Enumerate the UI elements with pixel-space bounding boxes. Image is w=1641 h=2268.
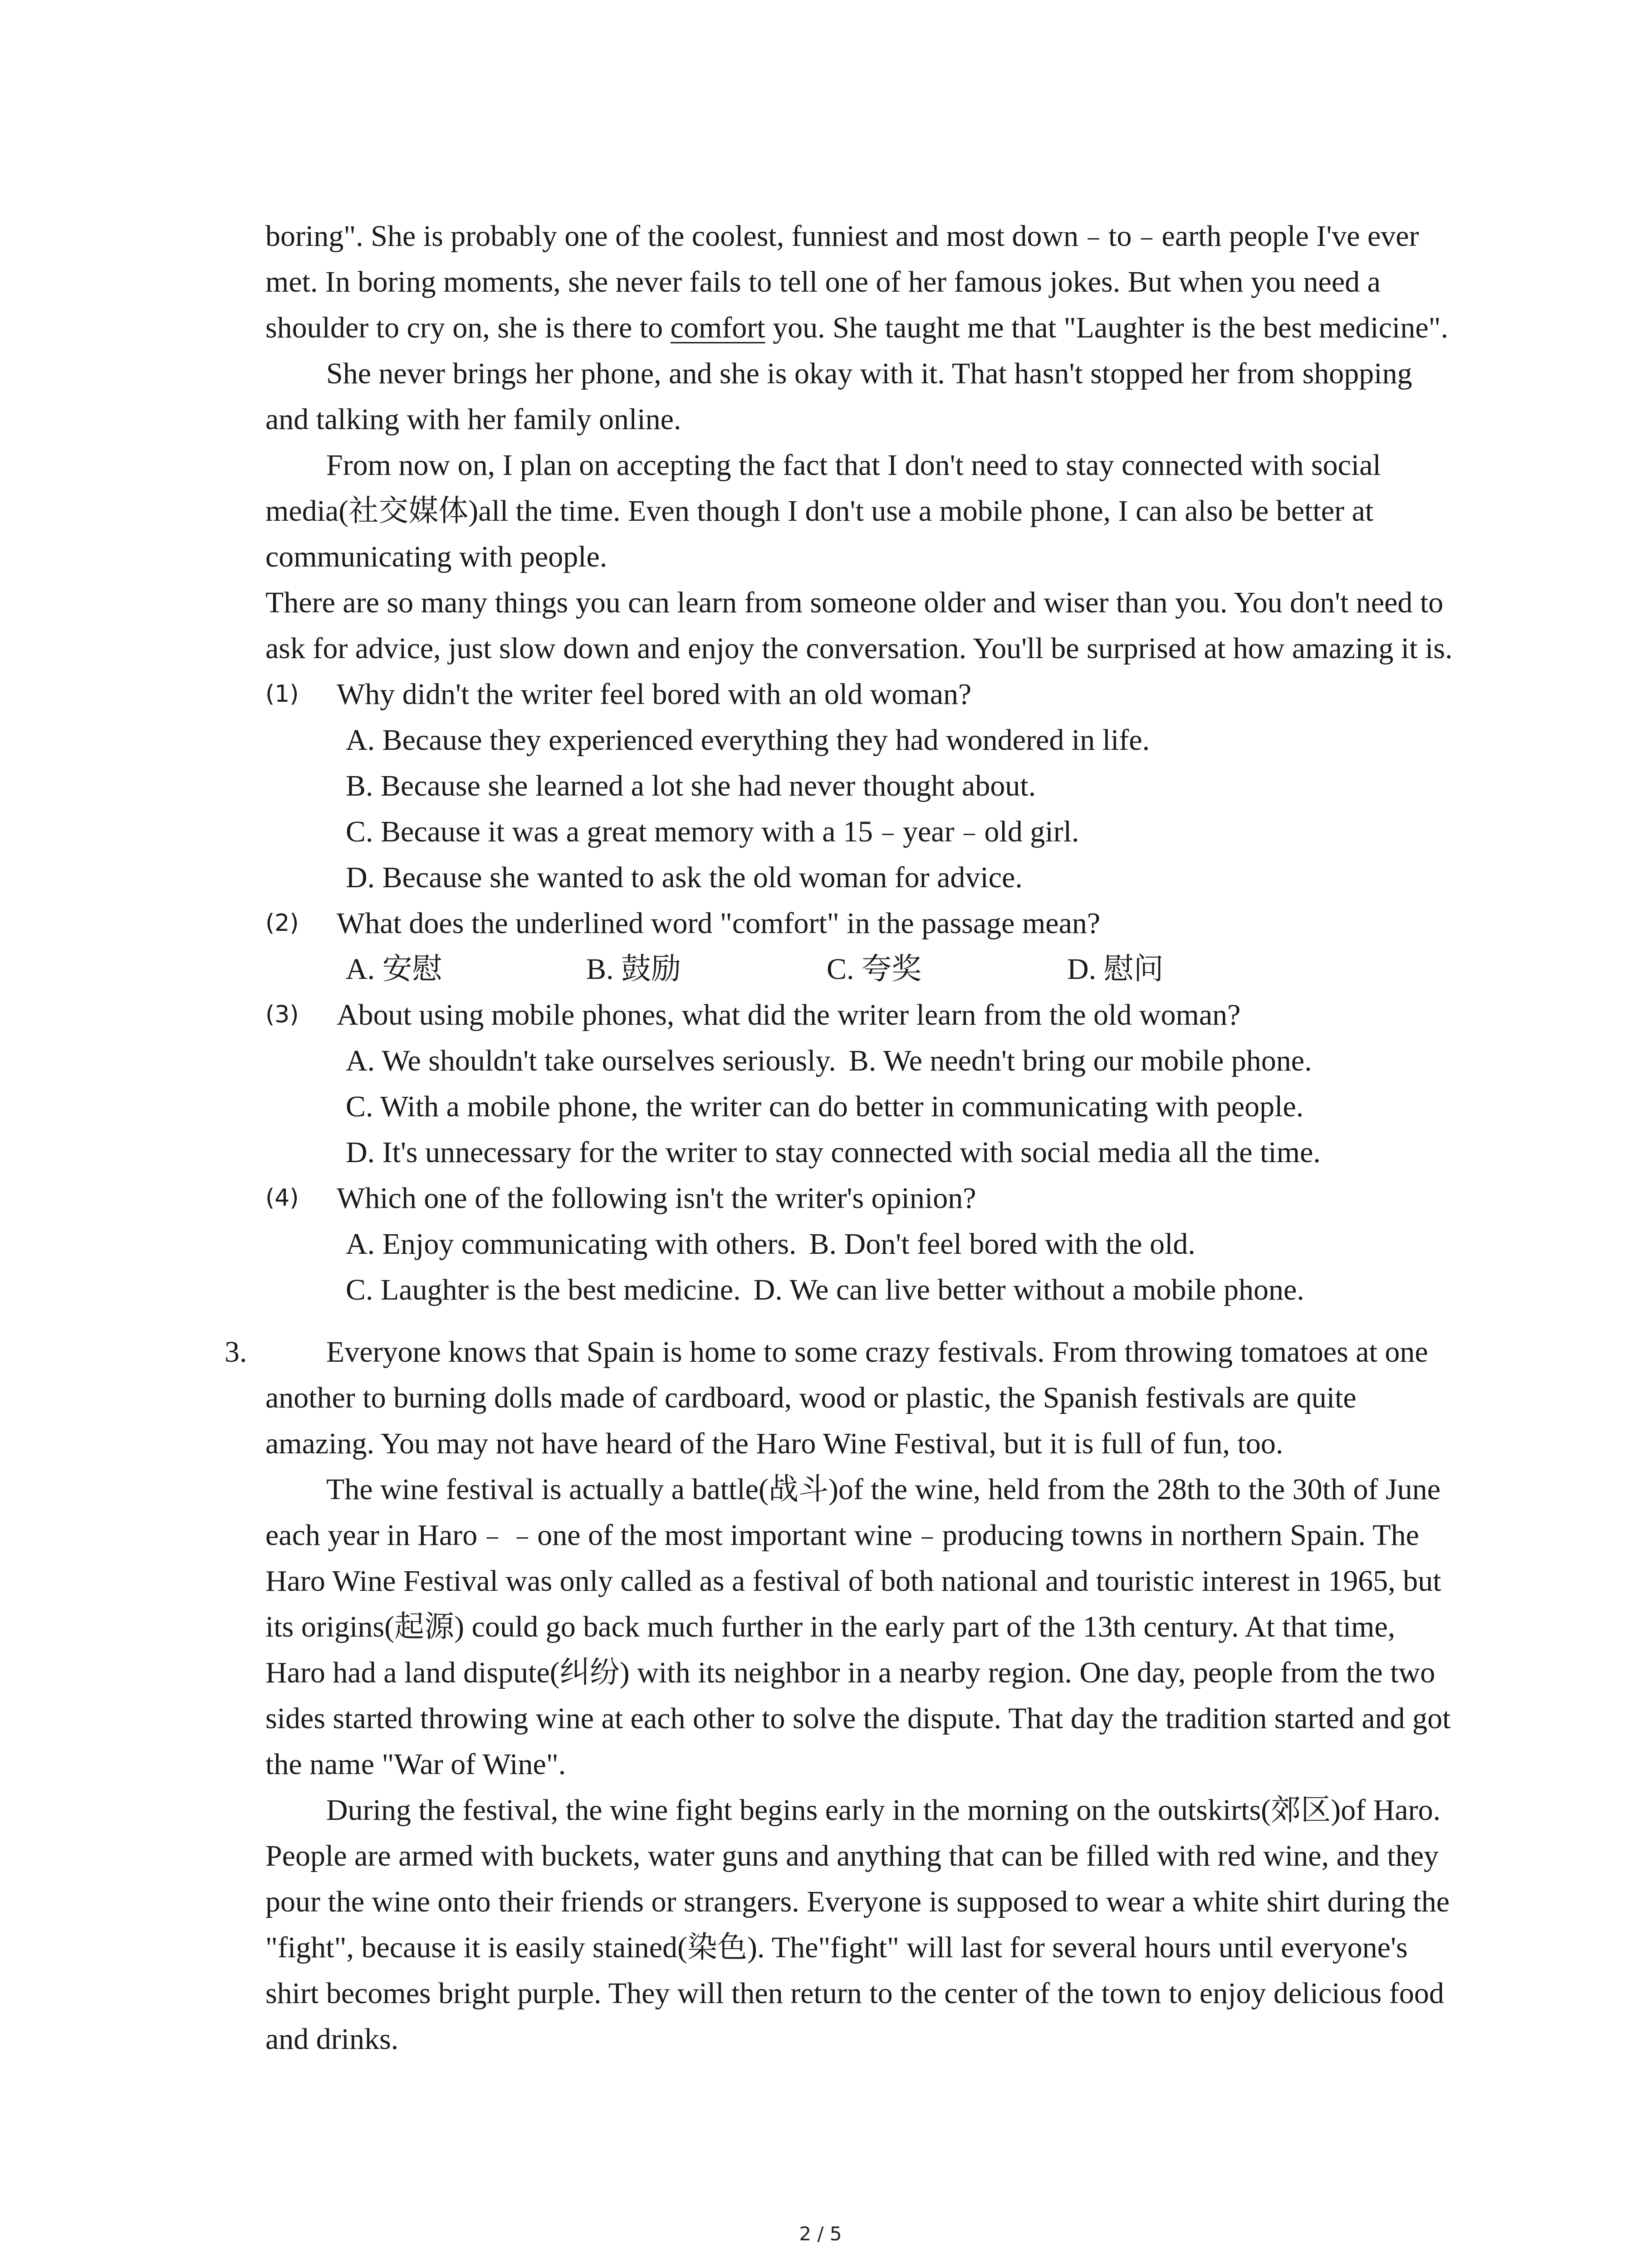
question-text: About using mobile phones, what did the writer learn from the old woman? — [337, 998, 1241, 1031]
question-number: (4) — [265, 1184, 299, 1212]
option-c: C. Laughter is the best medicine. — [346, 1273, 741, 1306]
options-row — [265, 1221, 1454, 1267]
question-number: (1) — [265, 680, 299, 708]
underlined-word: comfort — [670, 311, 765, 344]
option-d: D. We can live better without a mobile phone. — [753, 1273, 1304, 1306]
passage-paragraph: The wine festival is actually a battle(战斗)of the wine, held from the 28th to the 30th of June each year in Haro﹣﹣one of the most important wine﹣producing towns in northern Spain. The Haro Wine Festival was only called as a festival of both national and touristic interest in 1965, but its origins(起源) could go back much further in the early part of the 13th century. At that time, Haro had a land dispute(纠纷) with its neighbor in a nearby region. One day, people from the two sides started throwing wine at each other to solve the dispute. That day the tradition started and got the name "War of Wine". — [265, 1473, 1451, 1781]
option-b: B. Because she learned a lot she had never thought about. — [346, 769, 1036, 802]
question-3 — [265, 992, 1454, 1038]
paragraph-text: you. She taught me that "Laughter is the best medicine". — [765, 311, 1449, 344]
option-b: B. We needn't bring our mobile phone. — [848, 1044, 1312, 1077]
option-d: D. Because she wanted to ask the old woman for advice. — [346, 861, 1023, 894]
question-text: Why didn't the writer feel bored with an old woman? — [337, 678, 972, 711]
page-content — [225, 213, 1454, 2062]
option-d: D. It's unnecessary for the writer to stay connected with social media all the time. — [346, 1136, 1321, 1169]
passage-paragraph: Everyone knows that Spain is home to some crazy festivals. From throwing tomatoes at one another to burning dolls made of cardboard, wood or plastic, the Spanish festivals are quite amazing. You may not have heard of the Haro Wine Festival, but it is full of fun, too. — [265, 1335, 1428, 1460]
option-c: C. Because it was a great memory with a 15﹣year﹣old girl. — [346, 815, 1079, 848]
question-text: What does the underlined word "comfort" in the passage mean? — [337, 907, 1101, 940]
option-a: A. Enjoy communicating with others. — [346, 1227, 797, 1261]
page-number: 2 / 5 — [799, 2223, 842, 2245]
option-a: A. We shouldn't take ourselves seriously. — [346, 1044, 836, 1077]
passage-paragraph: From now on, I plan on accepting the fact that I don't need to stay connected with social media(社交媒体)all the time. Even though I don't use a mobile phone, I can also be better at communicating with people. — [265, 449, 1381, 573]
options-row — [265, 946, 1454, 992]
question-1 — [265, 671, 1454, 717]
option-b: B. Don't feel bored with the old. — [809, 1227, 1195, 1261]
reading-item-3 — [225, 1329, 1454, 2062]
question-number: (2) — [265, 909, 299, 937]
question-4 — [265, 1175, 1454, 1221]
option-c: C. With a mobile phone, the writer can do better in communicating with people. — [346, 1090, 1304, 1123]
paragraph-text: boring". She is probably one of the coolest, funniest and most down﹣to﹣earth people I've ever met. In boring moments, she never fails to tell one of her famous jokes. But when you need a shoulder to cry on, she is there to — [265, 220, 1419, 344]
options-row — [265, 1267, 1454, 1313]
option-d: D. 慰问 — [1067, 953, 1164, 986]
item-number: 3. — [225, 1335, 247, 1369]
option-a: A. Because they experienced everything they had wondered in life. — [346, 723, 1150, 757]
option-c: C. 夸奖 — [827, 953, 922, 986]
options-row — [265, 1038, 1454, 1084]
question-number: (3) — [265, 1001, 299, 1028]
option-b: B. 鼓励 — [586, 953, 681, 986]
option-a: A. 安慰 — [346, 953, 442, 986]
question-2 — [265, 900, 1454, 946]
passage-paragraph: She never brings her phone, and she is okay with it. That hasn't stopped her from shopping and talking with her family online. — [265, 357, 1412, 436]
passage-paragraph: There are so many things you can learn from someone older and wiser than you. You don't need to ask for advice, just slow down and enjoy the conversation. You'll be surprised at how amazing it is. — [265, 586, 1453, 665]
passage-paragraph: During the festival, the wine fight begins early in the morning on the outskirts(郊区)of Haro. People are armed with buckets, water guns and anything that can be filled with red wine, and they pour the wine onto their friends or strangers. Everyone is supposed to wear a white shirt during the "fight", because it is easily stained(染色). The"fight" will last for several hours until everyone's shirt becomes bright purple. They will then return to the center of the town to enjoy delicious food and drinks. — [265, 1794, 1450, 2056]
question-text: Which one of the following isn't the writer's opinion? — [337, 1182, 976, 1215]
passage-paragraph — [265, 213, 1454, 351]
